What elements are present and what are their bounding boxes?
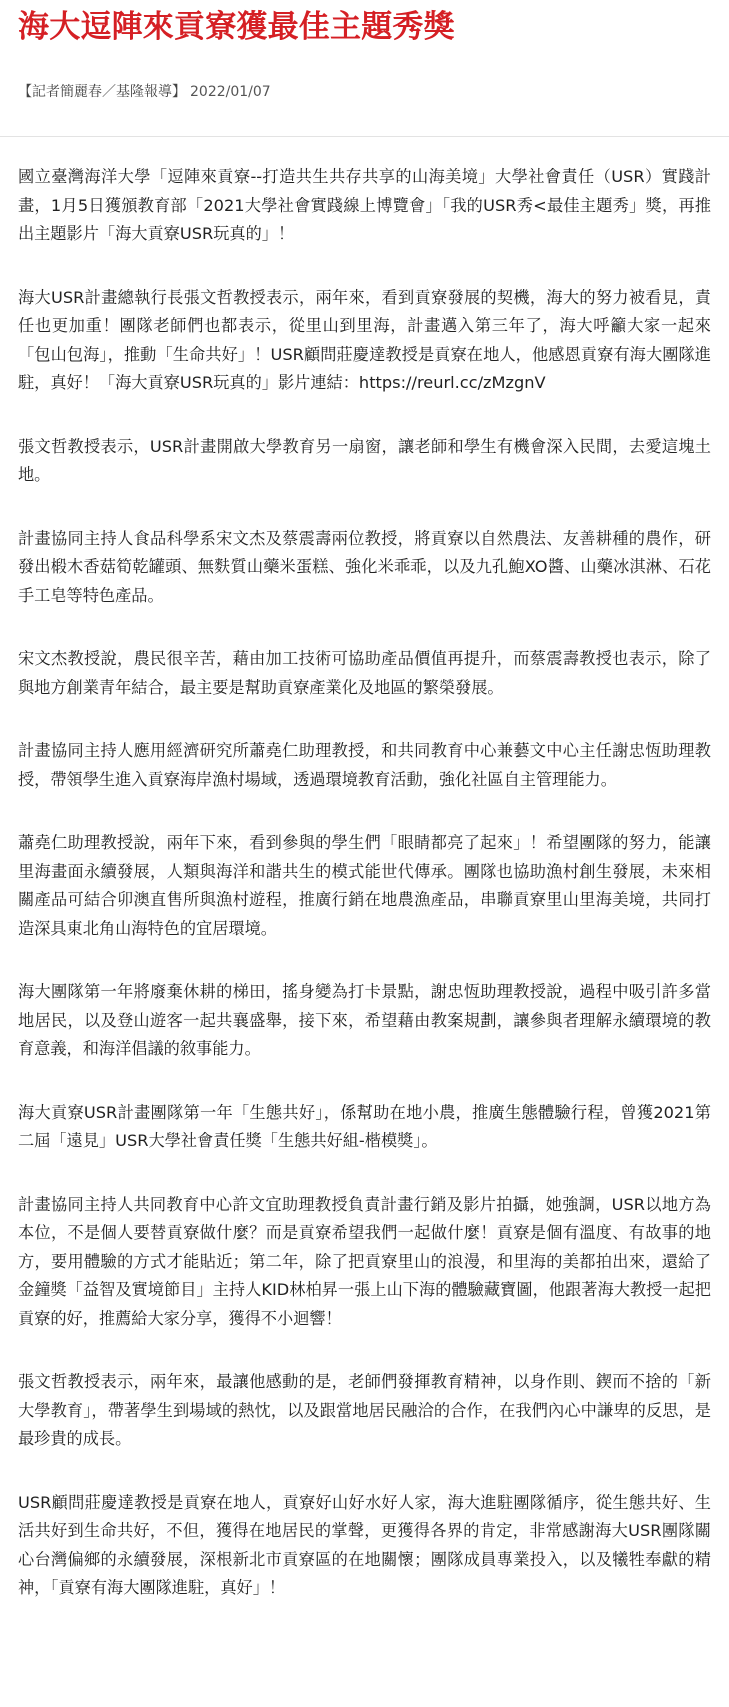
article-paragraph: USR顧問莊慶達教授是貢寮在地人，貢寮好山好水好人家，海大進駐團隊循序，從生態共好、生活共好到生命共好，不但，獲得在地居民的掌聲，更獲得各界的肯定，非常感謝海大USR團隊關心台灣偏鄉的永續發展，深根新北市貢寮區的在地關懷；團隊成員專業投入，以及犧牲奉獻的精神，「貢寮有海大團隊進駐，真好」！ [18,1492,711,1597]
publish-date: 2022/01/07 [190,84,271,100]
byline [18,82,729,102]
article-paragraph: 計畫協同主持人應用經濟研究所蕭堯仁助理教授，和共同教育中心兼藝文中心主任謝忠恆助理教授，帶領學生進入貢寮海岸漁村場域，透過環境教育活動，強化社區自主管理能力。 [18,741,711,789]
article-paragraph: 海大USR計畫總執行長張文哲教授表示，兩年來，看到貢寮發展的契機，海大的努力被看見，責任也更加重！團隊老師們也都表示，從里山到里海，計畫邁入第三年了，海大呼籲大家一起來「包山包海」，推動「生命共好」！USR顧問莊慶達教授是貢寮在地人，他感恩貢寮有海大團隊進駐，真好！「海大貢寮USR玩真的」影片連結：https://reurl.cc/zMzgnV [18,287,711,392]
article-paragraph: 宋文杰教授說，農民很辛苦，藉由加工技術可協助產品價值再提升，而蔡震壽教授也表示，除了與地方創業青年結合，最主要是幫助貢寮產業化及地區的繁榮發展。 [18,649,711,697]
article-body [0,137,729,1603]
article-paragraph: 海大團隊第一年將廢棄休耕的梯田，搖身變為打卡景點，謝忠恆助理教授說，過程中吸引許多當地居民，以及登山遊客一起共襄盛舉，接下來，希望藉由教案規劃，讓參與者理解永續環境的教育意義，和海洋倡議的敘事能力。 [18,982,711,1058]
byline-reporter: 【記者簡麗春／基隆報導】 [18,84,186,100]
article-paragraph: 計畫協同主持人共同教育中心許文宜助理教授負責計畫行銷及影片拍攝，她強調，USR以地方為本位，不是個人要替貢寮做什麼？而是貢寮希望我們一起做什麼！貢寮是個有溫度、有故事的地方，要用體驗的方式才能貼近；第二年，除了把貢寮里山的浪漫，和里海的美都拍出來，還給了金鐘獎「益智及實境節目」主持人KID林柏昇一張上山下海的體驗藏寶圖，他跟著海大教授一起把貢寮的好，推薦給大家分享，獲得不小迴響！ [18,1194,711,1328]
article-paragraph: 張文哲教授表示，USR計畫開啟大學教育另一扇窗，讓老師和學生有機會深入民間，去愛這塊土地。 [18,436,711,484]
article-paragraph: 蕭堯仁助理教授說，兩年下來，看到參與的學生們「眼睛都亮了起來」！希望團隊的努力，能讓里海畫面永續發展，人類與海洋和諧共生的模式能世代傳承。團隊也協助漁村創生發展，未來相關產品可結合卯澳直售所與漁村遊程，推廣行銷在地農漁產品，串聯貢寮里山里海美境，共同打造深具東北角山海特色的宜居環境。 [18,833,711,938]
article-paragraph: 計畫協同主持人食品科學系宋文杰及蔡震壽兩位教授，將貢寮以自然農法、友善耕種的農作，研發出椴木香菇筍乾罐頭、無麩質山藥米蛋糕、強化米乖乖，以及九孔鮑XO醬、山藥冰淇淋、石花手工皂等特色產品。 [18,528,711,605]
article-paragraph: 國立臺灣海洋大學「逗陣來貢寮--打造共生共存共享的山海美境」大學社會責任（USR）實踐計畫，1月5日獲頒教育部「2021大學社會實踐線上博覽會」「我的USR秀<最佳主題秀」獎，再推出主題影片「海大貢寮USR玩真的」！ [18,167,711,243]
article-title: 海大逗陣來貢寮獲最佳主題秀獎 [18,9,455,45]
article-paragraph: 海大貢寮USR計畫團隊第一年「生態共好」，係幫助在地小農，推廣生態體驗行程，曾獲2021第二屆「遠見」USR大學社會責任獎「生態共好組-楷模獎」。 [18,1102,711,1150]
article-paragraph: 張文哲教授表示，兩年來，最讓他感動的是，老師們發揮教育精神，以身作則、鍥而不捨的「新大學教育」，帶著學生到場域的熱忱，以及跟當地居民融洽的合作，在我們內心中謙卑的反思，是最珍貴的成長。 [18,1372,711,1448]
article-header [0,0,729,137]
